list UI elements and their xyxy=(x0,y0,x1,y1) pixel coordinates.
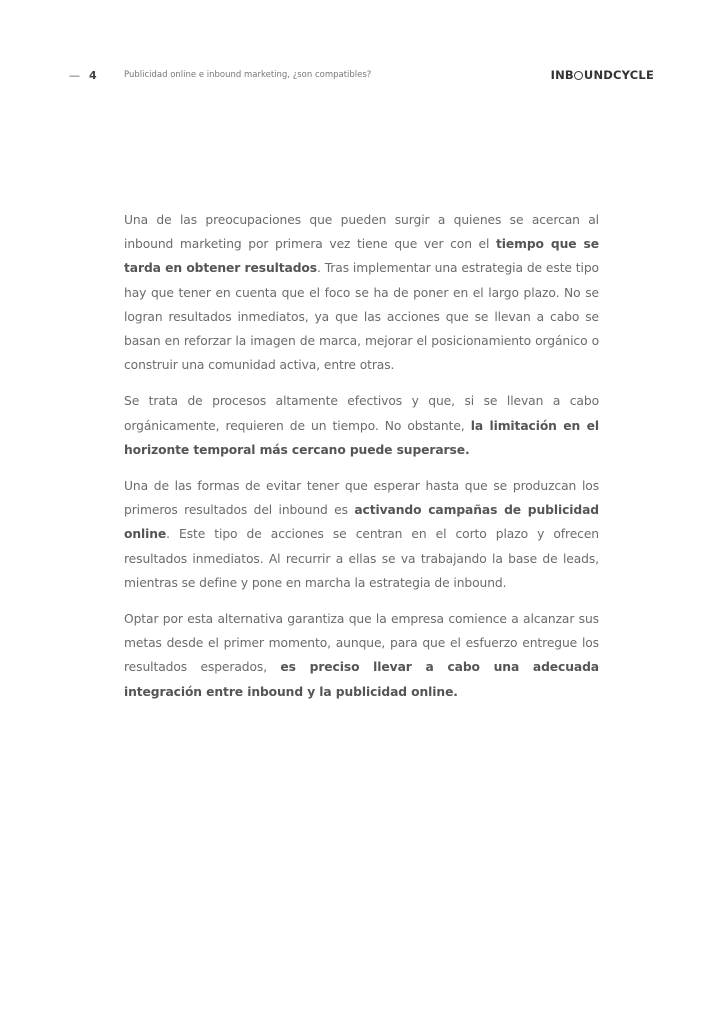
paragraph-4 xyxy=(124,607,599,704)
logo-text-right: UNDCYCLE xyxy=(583,68,654,82)
paragraph-2-text-a: Se trata de procesos altamente efectivos y que, si se llevan a cabo orgánicamente, requieren de un tiempo. No obstante, xyxy=(124,394,599,433)
body-text xyxy=(124,208,599,716)
logo-ring-icon xyxy=(574,71,583,80)
paragraph-4-text-a: Optar por esta alternativa garantiza que la empresa comience a alcanzar sus metas desde el primer momento, aunque, para que el esfuerzo entregue los resultados esperados, xyxy=(124,612,599,675)
page-dash: — xyxy=(69,69,80,82)
paragraph-1-bold: tiempo que se tarda en obtener resultados xyxy=(124,237,599,276)
paragraph-2 xyxy=(124,389,599,462)
document-title: Publicidad online e inbound marketing, ¿son compatibles? xyxy=(124,70,372,80)
paragraph-1-text-b: . Tras implementar una estrategia de este tipo hay que tener en cuenta que el foco se ha de poner en el largo plazo. No se logran resultados inmediatos, ya que las acciones que se llevan a cabo se basan en reforzar la imagen de marca, mejorar el posicionamiento orgánico o construir una comunidad activa, entre otras. xyxy=(124,261,599,373)
paragraph-1 xyxy=(124,208,599,377)
paragraph-2-bold: la limitación en el horizonte temporal más cercano puede superarse. xyxy=(124,418,600,457)
page-header xyxy=(0,69,722,85)
paragraph-1-text-a: Una de las preocupaciones que pueden surgir a quienes se acercan al inbound marketing por primera vez tiene que ver con el xyxy=(124,213,599,252)
paragraph-3-text-a: Una de las formas de evitar tener que esperar hasta que se produzcan los primeros resultados del inbound es xyxy=(124,479,599,518)
paragraph-3-bold: activando campañas de publicidad online xyxy=(124,503,599,542)
paragraph-3 xyxy=(124,474,599,595)
logo-text-left: INB xyxy=(550,68,574,82)
paragraph-4-bold: es preciso llevar a cabo una adecuada integración entre inbound y la publicidad online. xyxy=(124,660,599,699)
page-number: 4 xyxy=(89,69,97,82)
paragraph-3-text-b: . Este tipo de acciones se centran en el corto plazo y ofrecen resultados inmediatos. Al recurrir a ellas se va trabajando la base de leads, mientras se define y pone en marcha la estrategia de inbound. xyxy=(124,527,599,590)
inboundcycle-logo xyxy=(551,68,654,82)
